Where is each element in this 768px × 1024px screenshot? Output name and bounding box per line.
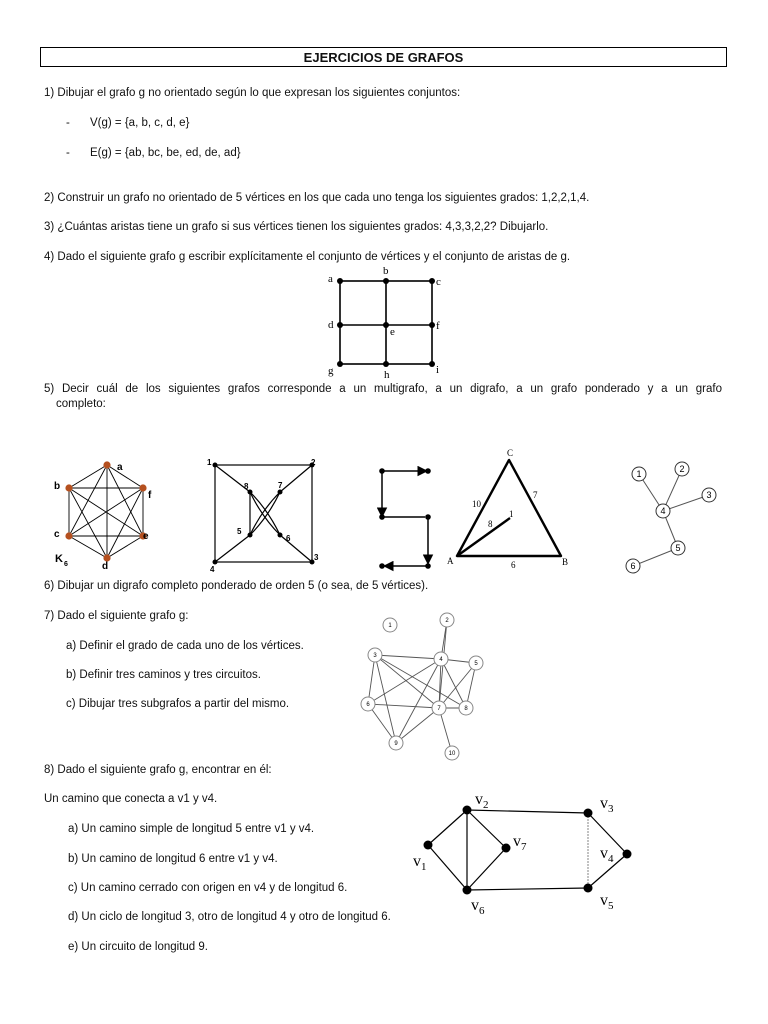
ex1-text: 1) Dibujar el grafo g no orientado según lo que expresan los siguientes conjuntos: <box>44 87 461 99</box>
tree-label-2: 2 <box>679 464 685 474</box>
g10-label-7: 7 <box>437 706 441 712</box>
tri-label-c: C <box>507 448 514 458</box>
ex8-e: e) Un circuito de longitud 9. <box>68 941 208 953</box>
tree-label-3: 3 <box>706 490 712 500</box>
g10-edge <box>396 708 439 743</box>
ex8-b: b) Un camino de longitud 6 entre v1 y v4. <box>68 853 278 865</box>
v1-label: v <box>413 853 421 870</box>
ex8-intro: Un camino que conecta a v1 y v4. <box>44 793 218 805</box>
v6-vertex <box>463 886 472 895</box>
k6-label-c: c <box>54 529 60 540</box>
grid-vertex-d <box>337 322 343 328</box>
v6-label: v <box>471 897 479 914</box>
ex5-text-line2: completo: <box>56 398 106 410</box>
ex8-c: c) Un camino cerrado con origen en v4 y de longitud 6. <box>68 882 348 894</box>
tree-label-6: 6 <box>630 561 636 571</box>
svg-text:v4 <box>600 845 614 865</box>
k6-label-a: a <box>117 462 123 473</box>
ex8-text: 8) Dado el siguiente grafo g, encontrar en él: <box>44 764 272 776</box>
v2-label: v <box>475 791 483 808</box>
ex7-b: b) Definir tres caminos y tres circuitos. <box>66 669 261 681</box>
sq-label-5: 5 <box>237 527 242 536</box>
grid-label-e: e <box>390 326 395 338</box>
sq-label-2: 2 <box>311 458 316 467</box>
v4-label: v <box>600 845 608 862</box>
grid-graph <box>318 264 448 382</box>
k6-edge <box>107 465 143 536</box>
v7-sub: 7 <box>521 841 527 853</box>
g10-edge <box>375 655 441 659</box>
g10-label-5: 5 <box>474 661 478 667</box>
grid-vertex-f <box>429 322 435 328</box>
k6-vertex <box>103 461 110 468</box>
v6-sub: 6 <box>479 905 485 917</box>
grid-label-c: c <box>436 276 441 288</box>
ex6-text: 6) Dibujar un digrafo completo ponderado de orden 5 (o sea, de 5 vértices). <box>44 580 429 592</box>
svg-text:v1 <box>413 853 427 873</box>
grid-vertex-h <box>383 361 389 367</box>
grid-label-h: h <box>384 369 390 381</box>
tri-weight-10: 10 <box>472 499 481 509</box>
ex1-vertex-set: V(g) = {a, b, c, d, e} <box>90 117 190 129</box>
k6-graph <box>46 455 166 573</box>
sq-label-8: 8 <box>244 482 249 491</box>
v3-sub: 3 <box>608 803 614 815</box>
svg-text:v2 <box>475 791 489 811</box>
ex1-bullet-e: - <box>66 147 70 159</box>
grid-vertex-g <box>337 361 343 367</box>
g10-label-4: 4 <box>439 657 443 663</box>
v2-vertex <box>463 806 472 815</box>
g10-edge <box>375 655 396 743</box>
k6-label-f: f <box>148 490 152 501</box>
sq-label-3: 3 <box>314 553 319 562</box>
ex7-c: c) Dibujar tres subgrafos a partir del mismo. <box>66 698 290 710</box>
ex3-text: 3) ¿Cuántas aristas tiene un grafo si sus vértices tienen los siguientes grados: 4,3,3,2,2? Dibujarlo. <box>44 221 549 233</box>
grid-vertex-e <box>383 322 389 328</box>
svg-text:v6 <box>471 897 485 917</box>
g10-edge <box>368 659 441 704</box>
square-multigraph <box>200 455 325 575</box>
svg-text:v3 <box>600 795 614 815</box>
v7-label: v <box>513 833 521 850</box>
ex5-text-line1: 5) Decir cuál de los siguientes grafos corresponde a un multigrafo, a un digrafo, a un grafo ponderado y a un grafo <box>44 383 722 395</box>
digraph <box>370 460 440 575</box>
k6-label-b: b <box>54 481 61 492</box>
sq-label-1: 1 <box>207 458 212 467</box>
k6-name: K <box>55 553 63 565</box>
ex1-edge-set: E(g) = {ab, bc, be, ed, de, ad} <box>90 147 241 159</box>
g10-label-10: 10 <box>448 751 456 757</box>
grid-vertex-a <box>337 278 343 284</box>
g10-label-6: 6 <box>366 702 370 708</box>
tri-weight-8: 8 <box>488 519 493 529</box>
v5-label: v <box>600 892 608 909</box>
g10-label-8: 8 <box>464 706 468 712</box>
g10-label-3: 3 <box>373 653 377 659</box>
k6-label-e: e <box>143 531 149 542</box>
g10-label-9: 9 <box>394 741 398 747</box>
grid-label-f: f <box>436 320 440 332</box>
tree-label-4: 4 <box>660 506 666 516</box>
k6-vertex <box>139 484 146 491</box>
grid-label-d: d <box>328 319 334 331</box>
v1-vertex <box>424 841 433 850</box>
v7-vertex <box>502 844 511 853</box>
grid-label-g: g <box>328 365 334 377</box>
grid-vertex-i <box>429 361 435 367</box>
tri-label-b: B <box>562 557 569 567</box>
v5-vertex <box>584 884 593 893</box>
grid-vertex-b <box>383 278 389 284</box>
k6-label-d: d <box>102 561 109 572</box>
grid-label-i: i <box>436 364 440 376</box>
svg-text:v7 <box>513 833 527 853</box>
g10-label-2: 2 <box>445 618 449 624</box>
sq-label-4: 4 <box>210 565 215 574</box>
ex1-bullet-v: - <box>66 117 70 129</box>
ex8-d: d) Un ciclo de longitud 3, otro de longitud 4 y otro de longitud 6. <box>68 911 391 923</box>
v3-label: v <box>600 795 608 812</box>
ten-vertex-graph <box>350 610 495 765</box>
v1-sub: 1 <box>421 861 427 873</box>
ex4-text: 4) Dado el siguiente grafo g escribir explícitamente el conjunto de vértices y el conjunto de aristas de g. <box>44 251 571 263</box>
k6-vertex <box>65 484 72 491</box>
svg-text:v5 <box>600 892 614 912</box>
ex7-text: 7) Dado el siguiente grafo g: <box>44 610 189 622</box>
grid-label-a: a <box>328 273 333 285</box>
tree-label-1: 1 <box>636 469 642 479</box>
g10-label-1: 1 <box>388 623 392 629</box>
k6-subscript: 6 <box>64 561 68 568</box>
sq-label-6: 6 <box>286 534 291 543</box>
v4-vertex <box>623 850 632 859</box>
v2-sub: 2 <box>483 799 489 811</box>
v5-sub: 5 <box>608 900 614 912</box>
ex8-a: a) Un camino simple de longitud 5 entre v1 y v4. <box>68 823 315 835</box>
ex2-text: 2) Construir un grafo no orientado de 5 vértices en los que cada uno tenga los siguientes grados: 1,2,2,1,4. <box>44 192 590 204</box>
tri-label-a: A <box>447 556 454 566</box>
page-title: EJERCICIOS DE GRAFOS <box>40 47 727 67</box>
g10-edge <box>439 663 476 708</box>
v4-sub: 4 <box>608 853 614 865</box>
g10-edge <box>368 704 439 708</box>
v3-vertex <box>584 809 593 818</box>
grid-vertex-c <box>429 278 435 284</box>
sq-label-7: 7 <box>278 481 283 490</box>
ex7-a: a) Definir el grado de cada uno de los vértices. <box>66 640 304 652</box>
k6-vertex <box>65 532 72 539</box>
grid-label-b: b <box>383 265 389 277</box>
tree-label-5: 5 <box>675 543 681 553</box>
weighted-triangle <box>445 448 575 573</box>
tri-weight-6: 6 <box>511 560 516 570</box>
tri-weight-7: 7 <box>533 490 538 500</box>
v-graph <box>405 788 645 918</box>
tree-graph <box>615 455 725 575</box>
tri-weight-1: 1 <box>509 509 514 519</box>
